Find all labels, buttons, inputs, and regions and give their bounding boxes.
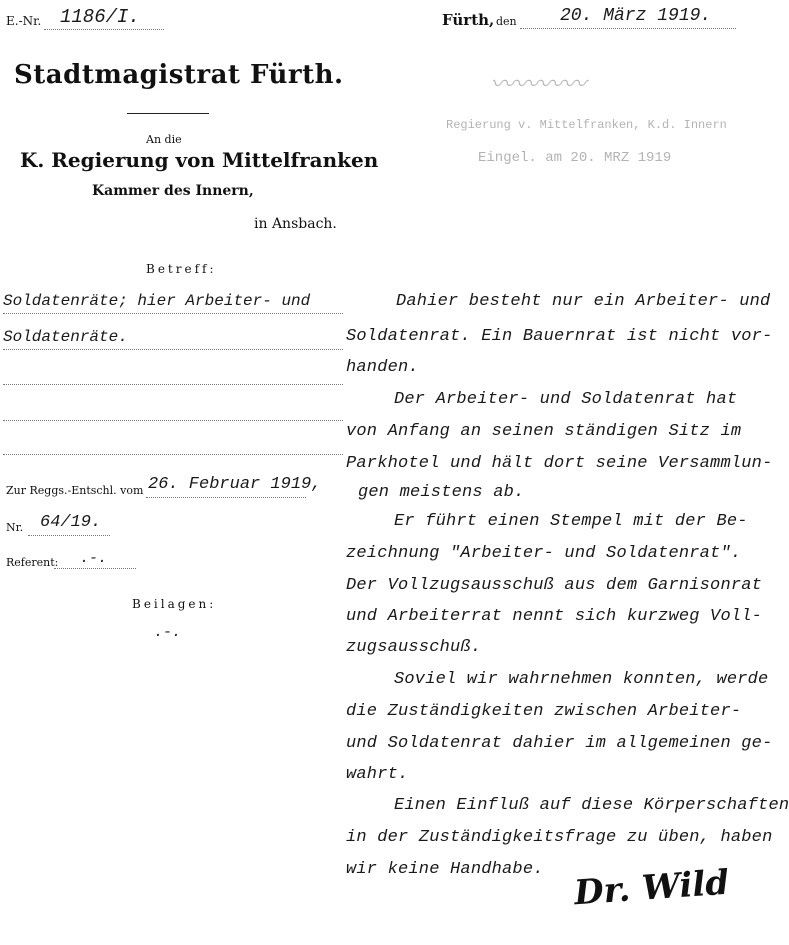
- subject-rule-3: [3, 384, 343, 385]
- subject-rule-5: [3, 454, 343, 455]
- receipt-stamp-line2: Eingel. am 20. MRZ 1919: [478, 150, 672, 166]
- body-line: Er führt einen Stempel mit der Be-: [394, 512, 748, 531]
- recipient-city: in Ansbach.: [254, 216, 337, 232]
- body-line: wahrt.: [346, 765, 409, 784]
- nr-label: Nr.: [6, 521, 24, 534]
- body-line: Parkhotel und hält dort seine Versammlun-: [346, 454, 773, 473]
- letter-date: 20. März 1919.: [560, 6, 712, 26]
- body-line: zugsausschuß.: [346, 638, 482, 657]
- body-line: von Anfang an seinen ständigen Sitz im: [346, 422, 742, 441]
- beilagen-label: Beilagen:: [132, 597, 217, 611]
- sender-heading: Stadtmagistrat Fürth.: [14, 60, 344, 90]
- faint-handwriting: 〰〰〰〰: [490, 70, 586, 98]
- body-line: Soldatenrat. Ein Bauernrat ist nicht vor-: [346, 327, 773, 346]
- betreff-label: Betreff:: [146, 262, 217, 276]
- subject-line-2: Soldatenräte.: [3, 328, 128, 346]
- body-line: Einen Einfluß auf diese Körperschaften: [394, 796, 789, 815]
- body-line: Soviel wir wahrnehmen konnten, werde: [394, 670, 769, 689]
- body-line: zeichnung "Arbeiter- und Soldatenrat".: [346, 544, 742, 563]
- date-rule: [520, 28, 736, 29]
- body-line: und Soldatenrat dahier im allgemeinen ge-: [346, 734, 773, 753]
- date-prefix: den: [496, 15, 517, 28]
- body-line: Der Arbeiter- und Soldatenrat hat: [394, 390, 738, 409]
- referent-value: .-.: [80, 550, 108, 567]
- e-nr-rule: [44, 29, 164, 30]
- e-nr-label: E.-Nr.: [6, 14, 42, 28]
- recipient-name: K. Regierung von Mittelfranken: [20, 148, 379, 172]
- body-line: gen meistens ab.: [358, 483, 525, 502]
- ref-date-rule: [146, 497, 306, 498]
- body-line: in der Zuständigkeitsfrage zu üben, haben: [346, 828, 773, 847]
- subject-rule-2: [3, 349, 343, 350]
- subject-line-1: Soldatenräte; hier Arbeiter- und: [3, 292, 311, 310]
- e-nr-value: 1186/I.: [60, 6, 140, 28]
- nr-value: 64/19.: [40, 513, 102, 532]
- subject-rule-4: [3, 420, 343, 421]
- body-line: Dahier besteht nur ein Arbeiter- und: [396, 292, 771, 311]
- recipient-dept: Kammer des Innern,: [92, 183, 254, 199]
- body-line: Der Vollzugsausschuß aus dem Garnisonrat: [346, 576, 763, 595]
- beilagen-value: .-.: [154, 624, 182, 641]
- signature: Dr. Wild: [572, 862, 731, 914]
- sender-underline: [127, 113, 209, 114]
- place-label: Fürth,: [442, 11, 495, 29]
- body-line: handen.: [346, 358, 419, 377]
- referent-rule: [54, 568, 136, 569]
- body-line: und Arbeiterrat nennt sich kurzweg Voll-: [346, 607, 763, 626]
- ref-date: 26. Februar 1919,: [148, 475, 322, 494]
- body-line: wir keine Handhabe.: [346, 860, 544, 879]
- ref-label: Zur Reggs.-Entschl. vom: [6, 484, 144, 497]
- referent-label: Referent:: [6, 556, 59, 569]
- receipt-stamp-line1: Regierung v. Mittelfranken, K.d. Innern: [446, 118, 727, 132]
- subject-rule-1: [3, 313, 343, 314]
- recipient-prefix: An die: [146, 133, 182, 146]
- body-line: die Zuständigkeiten zwischen Arbeiter-: [346, 702, 742, 721]
- nr-rule: [28, 535, 110, 536]
